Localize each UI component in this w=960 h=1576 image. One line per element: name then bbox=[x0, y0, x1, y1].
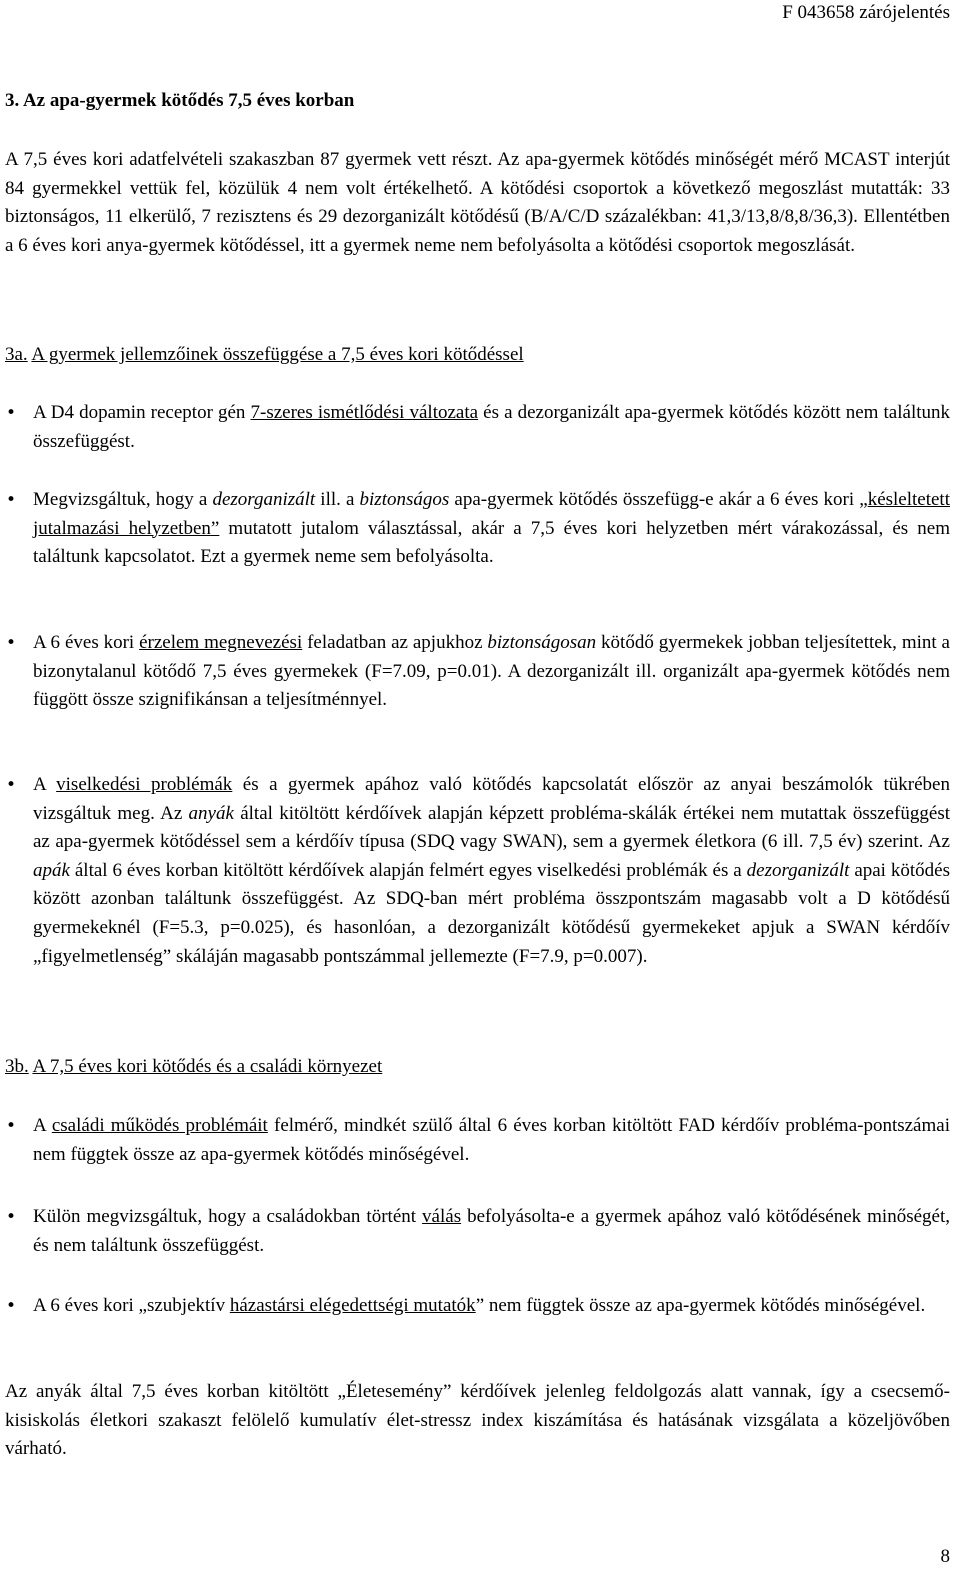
underlined-term: késleltetett jutalmazási helyzetben bbox=[33, 489, 950, 539]
italic-term: dezorganizált bbox=[746, 859, 850, 881]
text-run: A 6 éves kori „szubjektív bbox=[33, 1295, 230, 1316]
bullet-divorce bbox=[33, 1203, 950, 1260]
italic-term: anyák bbox=[188, 802, 234, 824]
text-run: ill. a bbox=[315, 489, 360, 510]
text-run: A bbox=[33, 774, 57, 795]
quote-close: ” bbox=[210, 517, 220, 539]
text-run: A 6 éves kori bbox=[33, 632, 140, 653]
text-run: Megvizsgáltuk, hogy a bbox=[33, 489, 213, 510]
underlined-term: érzelem megnevezési bbox=[139, 632, 303, 653]
text-run: A D4 dopamin receptor gén bbox=[33, 402, 251, 423]
subheading-3a-number: 3a. bbox=[5, 344, 28, 365]
bullet-behavior-problems bbox=[33, 771, 950, 971]
bullet-marital-satisfaction bbox=[33, 1292, 950, 1321]
subheading-3a-title: A gyermek jellemzőinek összefüggése a 7,5 éves kori kötődéssel bbox=[31, 344, 524, 365]
text-run: mutatott jutalom választással, akár a 7,5 éves kori helyzetben mért várakozással, és nem találtunk kapcsolatot. Ezt a gyermek neme sem befolyásolta. bbox=[33, 517, 950, 568]
text-run: által kitöltött kérdőívek alapján képzett probléma-skálák értékei nem mutattak összefüggést az apa-gyermek kötődéssel sem a kérdőív típusa (SDQ vagy SWAN), sem a gyermek életkora (6 ill. 7,5 év) szerint. Az bbox=[33, 802, 950, 853]
page-number: 8 bbox=[940, 1546, 950, 1567]
bullet-delayed-reward bbox=[33, 486, 950, 572]
italic-term: biztonságos bbox=[359, 489, 450, 510]
subheading-3a bbox=[5, 344, 524, 366]
bullet-family-functioning bbox=[33, 1112, 950, 1169]
text-run: befolyásolta-e a gyermek apához való kötődésének minőségét, és nem találtunk összefüggést. bbox=[33, 1206, 950, 1256]
text-run: feladatban az apjukhoz bbox=[302, 632, 488, 653]
italic-term: dezorganizált bbox=[212, 489, 316, 510]
underlined-term: 7-szeres ismétlődési változata bbox=[250, 402, 479, 423]
text-run: által 6 éves korban kitöltött kérdőívek alapján felmért egyes viselkedési problémák és a bbox=[69, 859, 747, 881]
text-run: kötődő gyermekek jobban teljesítettek, mint a bizonytalanul kötődő 7,5 éves gyermekek (F=7.09, p=0.01). A dezorganizált ill. organizált apa-gyermek kötődés nem függött össze szignifikánsan a teljesítménnyel. bbox=[33, 632, 950, 711]
underlined-term: válás bbox=[422, 1206, 462, 1227]
text-run: ” nem függtek össze az apa-gyermek kötődés minőségével. bbox=[475, 1295, 926, 1316]
closing-paragraph: Az anyák által 7,5 éves korban kitöltött „Életesemény” kérdőívek jelenleg feldolgozás alatt vannak, így a csecsemő-kisiskolás életkori szakaszt felölelő kumulatív élet-stressz index kiszámítása és hatásának vizsgálata a közeljövőben várható. bbox=[5, 1381, 950, 1460]
text-run: A bbox=[33, 1115, 52, 1136]
text-run: apa-gyermek kötődés összefügg-e akár a 6 éves kori bbox=[449, 489, 860, 510]
section-heading: 3. Az apa-gyermek kötődés 7,5 éves korban bbox=[5, 90, 355, 111]
italic-term: apák bbox=[33, 859, 70, 881]
text-run: apai kötődés között azonban találtunk összefüggést. Az SDQ-ban mért probléma összpontszám magasabb volt a D kötődésű gyermekeknél (F=5.3, p=0.025), és hasonlóan, a dezorganizált kötődésű gyermekeket apjuk a SWAN kérdőív „figyelmetlenség” skáláján magasabb pontszámmal jellemezte (F=7.9, p=0.007). bbox=[33, 859, 950, 967]
intro-paragraph: A 7,5 éves kori adatfelvételi szakaszban 87 gyermek vett részt. Az apa-gyermek kötődés minőségét mérő MCAST interjút 84 gyermekkel vettük fel, közülük 4 nem volt értékelhető. A kötődési csoportok a következő megoszlást mutatták: 33 biztonságos, 11 elkerülő, 7 rezisztens és 29 dezorganizált kötődésű (B/A/C/D százalékban: 41,3/13,8/8,8/36,3). Ellentétben a 6 éves kori anya-gyermek kötődéssel, itt a gyermek neme nem befolyásolta a kötődési csoportok megoszlását. bbox=[5, 149, 950, 256]
subheading-3b bbox=[5, 1056, 382, 1078]
text-run: és a gyermek apához való kötődés kapcsolatát először az anyai beszámolók tükrében vizsgáltuk meg. Az bbox=[33, 774, 950, 824]
underlined-term: családi működés problémáit bbox=[51, 1115, 268, 1136]
subheading-3b-number: 3b. bbox=[5, 1056, 29, 1077]
text-run: Külön megvizsgáltuk, hogy a családokban történt bbox=[33, 1206, 423, 1227]
text-run: felmérő, mindkét szülő által 6 éves korban kitöltött FAD kérdőív probléma-pontszámai nem függtek össze az apa-gyermek kötődés minőségével. bbox=[33, 1115, 950, 1165]
underlined-term: viselkedési problémák bbox=[56, 774, 233, 795]
bullet-dopamine-receptor bbox=[33, 399, 950, 456]
running-header: F 043658 zárójelentés bbox=[782, 2, 950, 23]
text-run: és a dezorganizált apa-gyermek kötődés között nem találtunk összefüggést. bbox=[33, 402, 950, 452]
subheading-3b-title: A 7,5 éves kori kötődés és a családi környezet bbox=[32, 1056, 383, 1077]
italic-term: biztonságosan bbox=[487, 632, 597, 653]
quote-open: „ bbox=[859, 489, 868, 510]
bullet-emotion-naming bbox=[33, 629, 950, 715]
underlined-term: házastársi elégedettségi mutatók bbox=[229, 1295, 476, 1316]
